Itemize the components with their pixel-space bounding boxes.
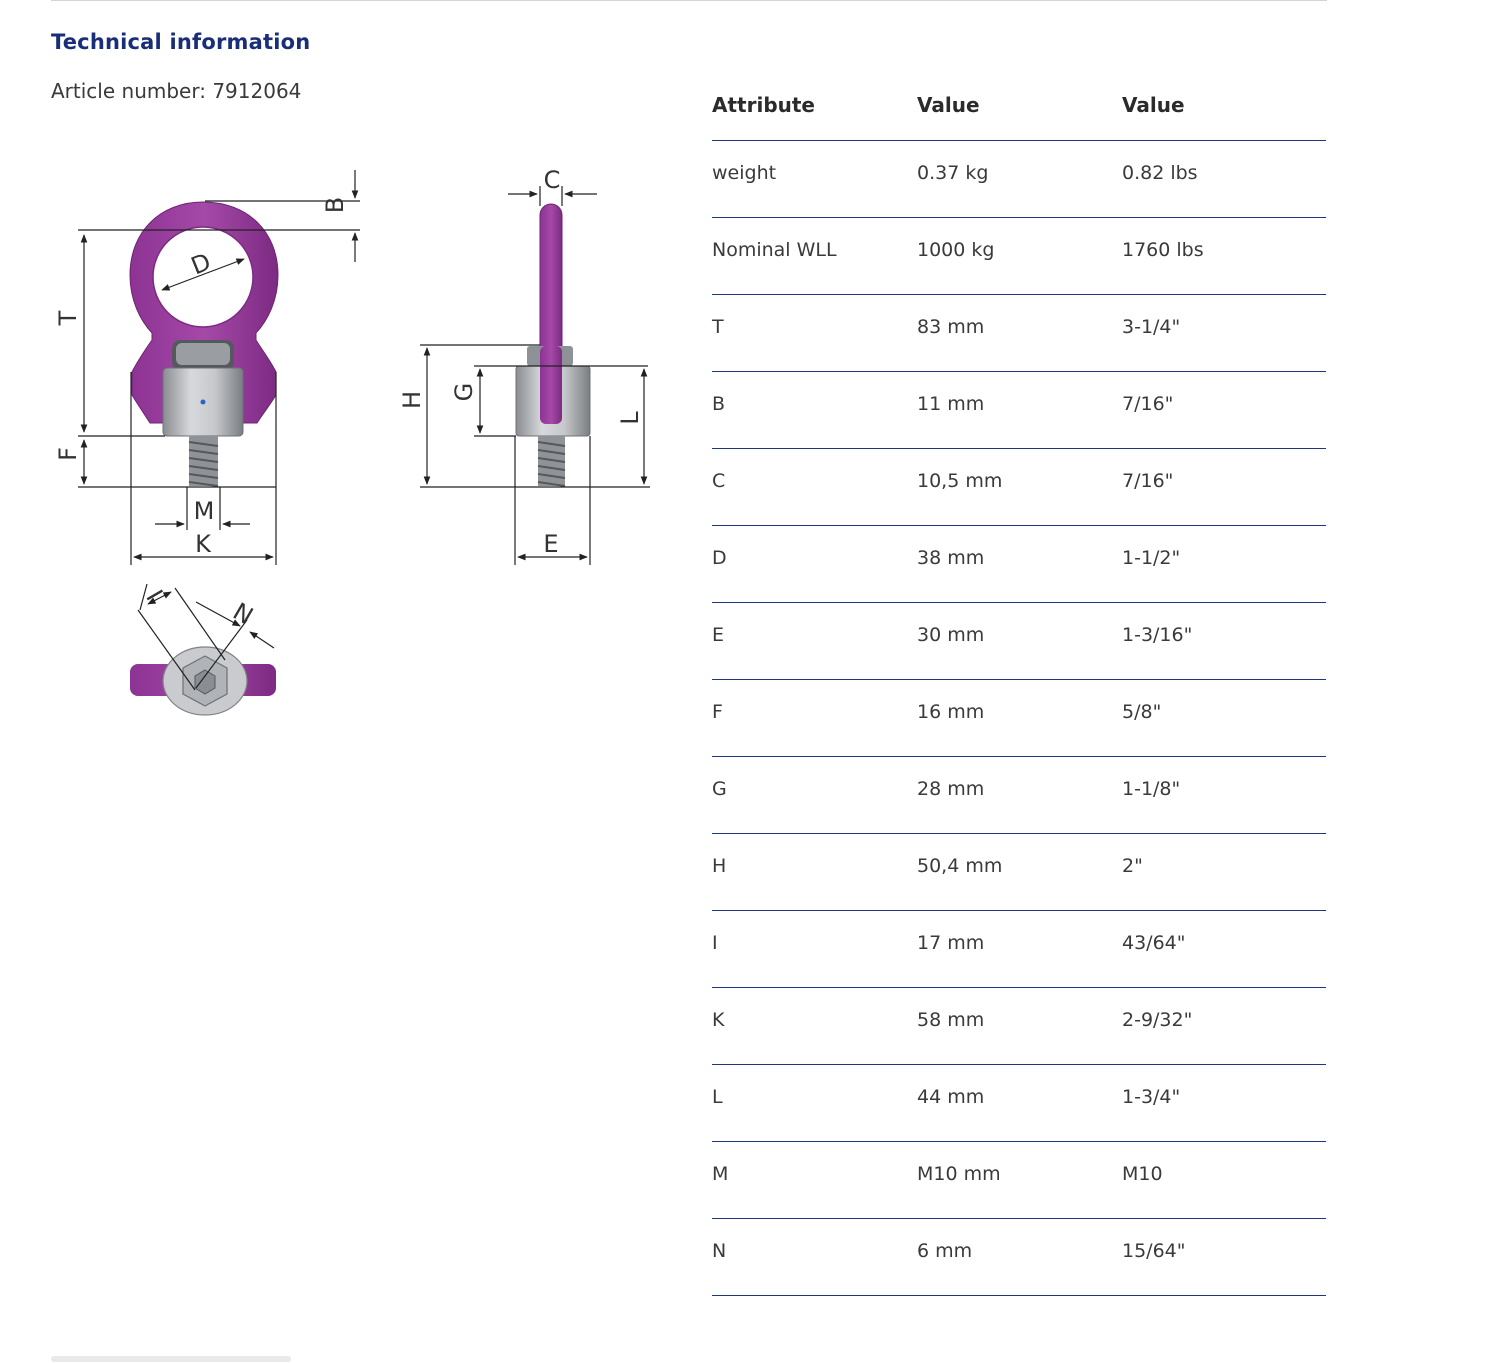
- dim-label-N: N: [228, 597, 258, 631]
- cell-metric: 58 mm: [917, 988, 1122, 1065]
- cell-metric: 44 mm: [917, 1065, 1122, 1142]
- cell-metric: 0.37 kg: [917, 141, 1122, 218]
- dim-label-F: F: [54, 447, 82, 461]
- table-row: [712, 1065, 1326, 1142]
- cell-imperial: 0.82 lbs: [1122, 141, 1326, 218]
- cell-attribute: E: [712, 603, 917, 680]
- cell-imperial: 7/16": [1122, 449, 1326, 526]
- cell-attribute: K: [712, 988, 917, 1065]
- top-divider: [51, 0, 1327, 1]
- dim-label-I: I: [140, 585, 169, 606]
- cell-imperial: 1-1/2": [1122, 526, 1326, 603]
- dim-label-K: K: [195, 530, 211, 558]
- cell-metric: 28 mm: [917, 757, 1122, 834]
- header-attribute: Attribute: [712, 70, 917, 141]
- cell-metric: 17 mm: [917, 911, 1122, 988]
- cell-imperial: 15/64": [1122, 1219, 1326, 1296]
- table-row: [712, 757, 1326, 834]
- table-row: [712, 218, 1326, 295]
- article-number-label: Article number:: [51, 79, 206, 103]
- cell-metric: M10 mm: [917, 1142, 1122, 1219]
- table-row: [712, 1142, 1326, 1219]
- cell-attribute: B: [712, 372, 917, 449]
- side-thread: [538, 436, 565, 486]
- cell-attribute: I: [712, 911, 917, 988]
- spec-table-header-row: [712, 70, 1326, 141]
- cell-metric: 50,4 mm: [917, 834, 1122, 911]
- table-row: [712, 141, 1326, 218]
- cell-attribute: L: [712, 1065, 917, 1142]
- cell-attribute: C: [712, 449, 917, 526]
- table-row: [712, 834, 1326, 911]
- cell-attribute: N: [712, 1219, 917, 1296]
- front-thread: [189, 436, 218, 486]
- cell-attribute: Nominal WLL: [712, 218, 917, 295]
- cell-attribute: F: [712, 680, 917, 757]
- cell-imperial: 43/64": [1122, 911, 1326, 988]
- spec-table: [712, 70, 1326, 1296]
- cell-imperial: 7/16": [1122, 372, 1326, 449]
- cell-attribute: H: [712, 834, 917, 911]
- table-row: [712, 372, 1326, 449]
- dim-label-G: G: [450, 382, 478, 402]
- article-number: [51, 79, 301, 103]
- dim-label-L: L: [616, 411, 644, 425]
- truncated-next-section: [51, 1356, 291, 1362]
- table-row: [712, 680, 1326, 757]
- table-row: [712, 295, 1326, 372]
- table-row: [712, 526, 1326, 603]
- table-row: [712, 988, 1326, 1065]
- dim-label-H: H: [398, 390, 426, 410]
- side-view: [398, 166, 650, 565]
- table-row: [712, 449, 1326, 526]
- cell-metric: 11 mm: [917, 372, 1122, 449]
- cell-attribute: T: [712, 295, 917, 372]
- table-row: [712, 1219, 1326, 1296]
- cell-metric: 1000 kg: [917, 218, 1122, 295]
- front-view: [54, 170, 360, 565]
- cell-attribute: D: [712, 526, 917, 603]
- cell-metric: 38 mm: [917, 526, 1122, 603]
- technical-drawing: [0, 150, 680, 730]
- cell-metric: 30 mm: [917, 603, 1122, 680]
- table-row: [712, 911, 1326, 988]
- dim-label-C: C: [543, 166, 561, 194]
- cell-imperial: 3-1/4": [1122, 295, 1326, 372]
- cell-attribute: M: [712, 1142, 917, 1219]
- table-row: [712, 603, 1326, 680]
- cell-imperial: 1-1/8": [1122, 757, 1326, 834]
- cell-attribute: weight: [712, 141, 917, 218]
- dim-label-E: E: [543, 530, 559, 558]
- article-number-value: 7912064: [212, 79, 302, 103]
- cell-imperial: M10: [1122, 1142, 1326, 1219]
- cell-attribute: G: [712, 757, 917, 834]
- cell-metric: 6 mm: [917, 1219, 1122, 1296]
- cell-imperial: 1-3/16": [1122, 603, 1326, 680]
- cell-metric: 16 mm: [917, 680, 1122, 757]
- section-title: Technical information: [51, 30, 311, 54]
- header-value-metric: Value: [917, 70, 1122, 141]
- dim-label-T: T: [54, 310, 82, 326]
- cell-imperial: 5/8": [1122, 680, 1326, 757]
- dim-label-D: D: [187, 247, 215, 281]
- dim-label-B: B: [321, 196, 349, 214]
- cell-imperial: 1760 lbs: [1122, 218, 1326, 295]
- top-view: [130, 584, 276, 715]
- cell-imperial: 1-3/4": [1122, 1065, 1326, 1142]
- cell-metric: 83 mm: [917, 295, 1122, 372]
- cell-metric: 10,5 mm: [917, 449, 1122, 526]
- header-value-imperial: Value: [1122, 70, 1326, 141]
- dim-label-M: M: [193, 497, 215, 525]
- cell-imperial: 2-9/32": [1122, 988, 1326, 1065]
- cell-imperial: 2": [1122, 834, 1326, 911]
